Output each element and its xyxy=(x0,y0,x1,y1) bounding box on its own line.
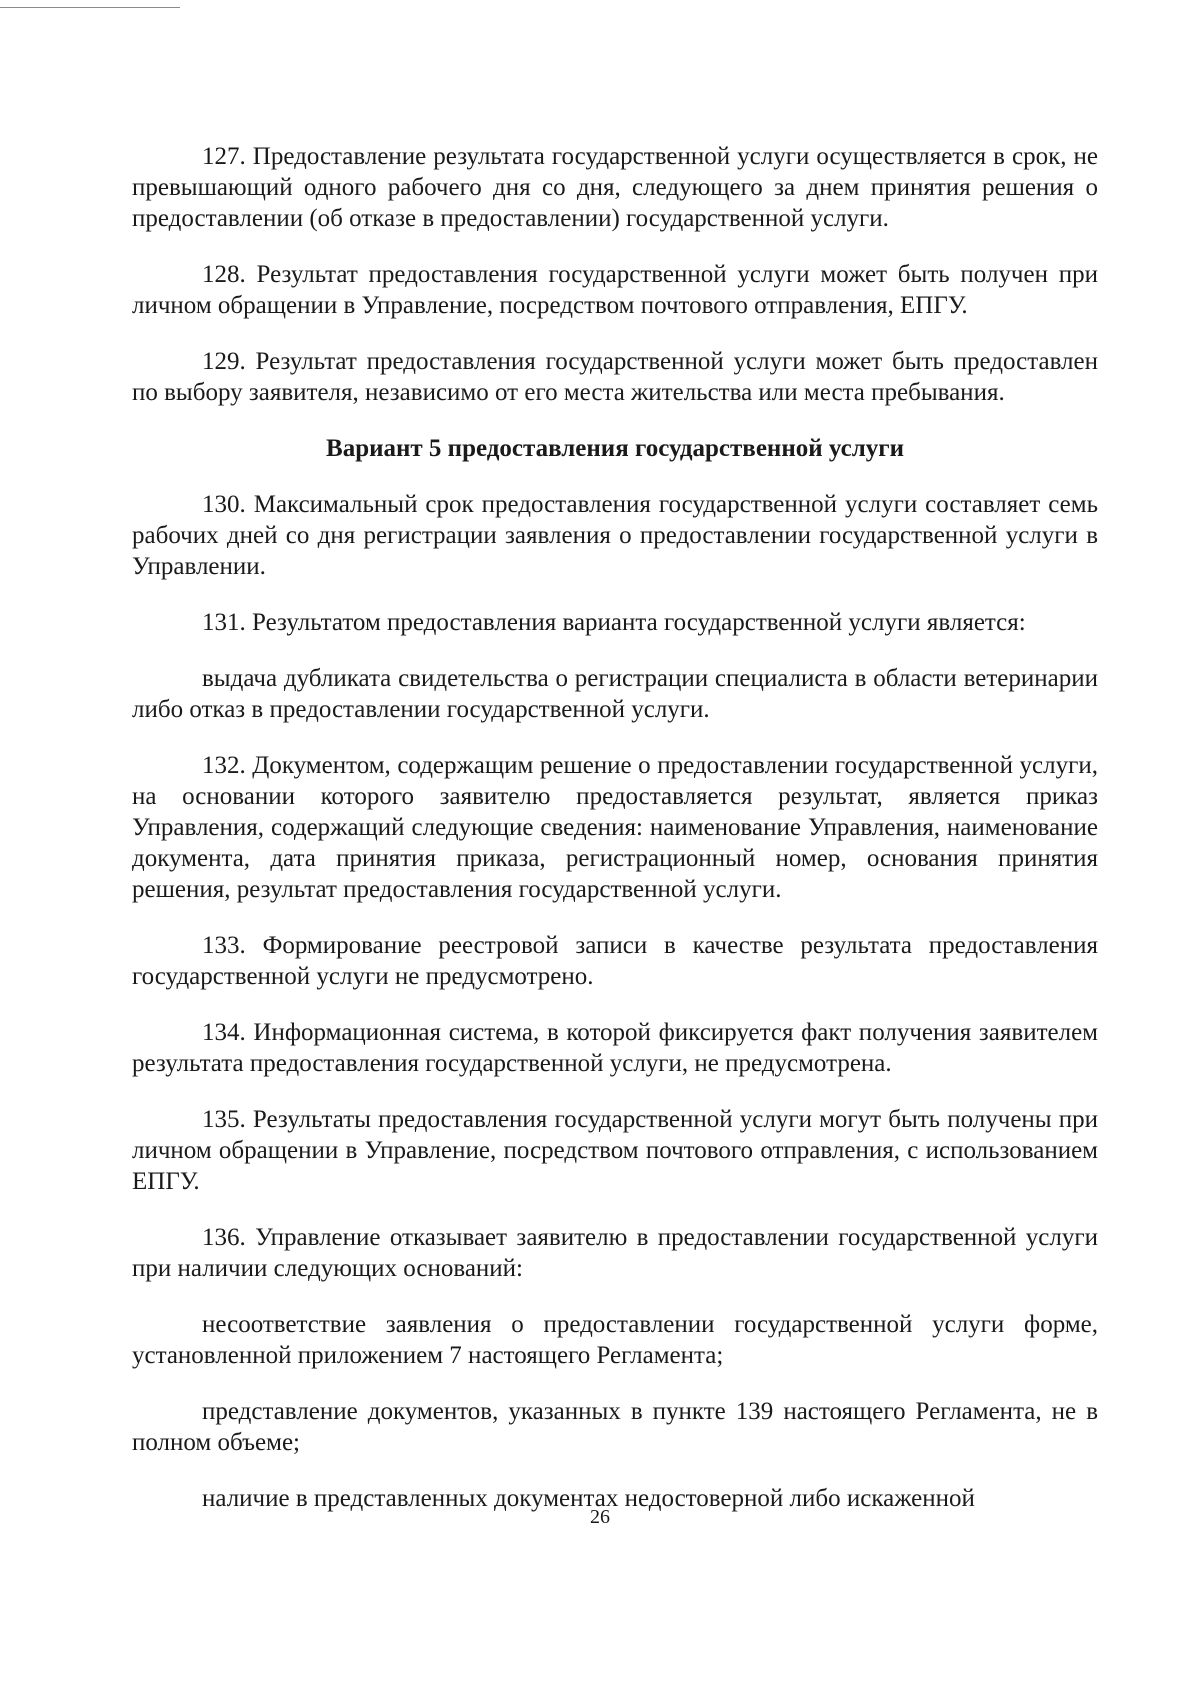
paragraph-129: 129. Результат предоставления государственной услуги может быть предоставлен по выбору заявителя, независимо от его места жительства или места пребывания. xyxy=(132,348,1098,406)
paragraph-130: 130. Максимальный срок предоставления государственной услуги составляет семь рабочих дней со дня регистрации заявления о предоставлении государственной услуги в Управлении. xyxy=(132,491,1098,580)
paragraph-136-item-2: представление документов, указанных в пункте 139 настоящего Регламента, не в полном объеме; xyxy=(132,1398,1098,1456)
page-number: 26 xyxy=(590,1506,610,1528)
paragraph-136: 136. Управление отказывает заявителю в предоставлении государственной услуги при наличии следующих оснований: xyxy=(132,1224,1098,1282)
paragraph-127: 127. Предоставление результата государственной услуги осуществляется в срок, не превышающий одного рабочего дня со дня, следующего за днем принятия решения о предоставлении (об отказе в предоставлении) государственной услуги. xyxy=(132,143,1098,232)
paragraph-128: 128. Результат предоставления государственной услуги может быть получен при личном обращении в Управление, посредством почтового отправления, ЕПГУ. xyxy=(132,261,1098,319)
top-rule-line xyxy=(0,7,180,8)
paragraph-136-item-1: несоответствие заявления о предоставлении государственной услуги форме, установленной приложением 7 настоящего Регламента; xyxy=(132,1311,1098,1369)
paragraph-131: 131. Результатом предоставления варианта государственной услуги является: xyxy=(202,609,1026,636)
section-heading: Вариант 5 предоставления государственной услуги xyxy=(326,435,904,462)
document-body xyxy=(132,141,1098,1539)
paragraph-134: 134. Информационная система, в которой фиксируется факт получения заявителем результата предоставления государственной услуги, не предусмотрена. xyxy=(132,1019,1098,1077)
paragraph-132: 132. Документом, содержащим решение о предоставлении государственной услуги, на основании которого заявителю предоставляется результат, является приказ Управления, содержащий следующие сведения: наименование Управления, наименование документа, дата принятия приказа, регистрационный номер, основания принятия решения, результат предоставления государственной услуги. xyxy=(132,752,1098,903)
paragraph-133: 133. Формирование реестровой записи в качестве результата предоставления государственной услуги не предусмотрено. xyxy=(132,932,1098,990)
paragraph-131-item: выдача дубликата свидетельства о регистрации специалиста в области ветеринарии либо отказ в предоставлении государственной услуги. xyxy=(132,665,1098,723)
paragraph-136-item-3: наличие в представленных документах недостоверной либо искаженной xyxy=(202,1485,975,1512)
paragraph-135: 135. Результаты предоставления государственной услуги могут быть получены при личном обращении в Управление, посредством почтового отправления, с использованием ЕПГУ. xyxy=(132,1106,1098,1195)
